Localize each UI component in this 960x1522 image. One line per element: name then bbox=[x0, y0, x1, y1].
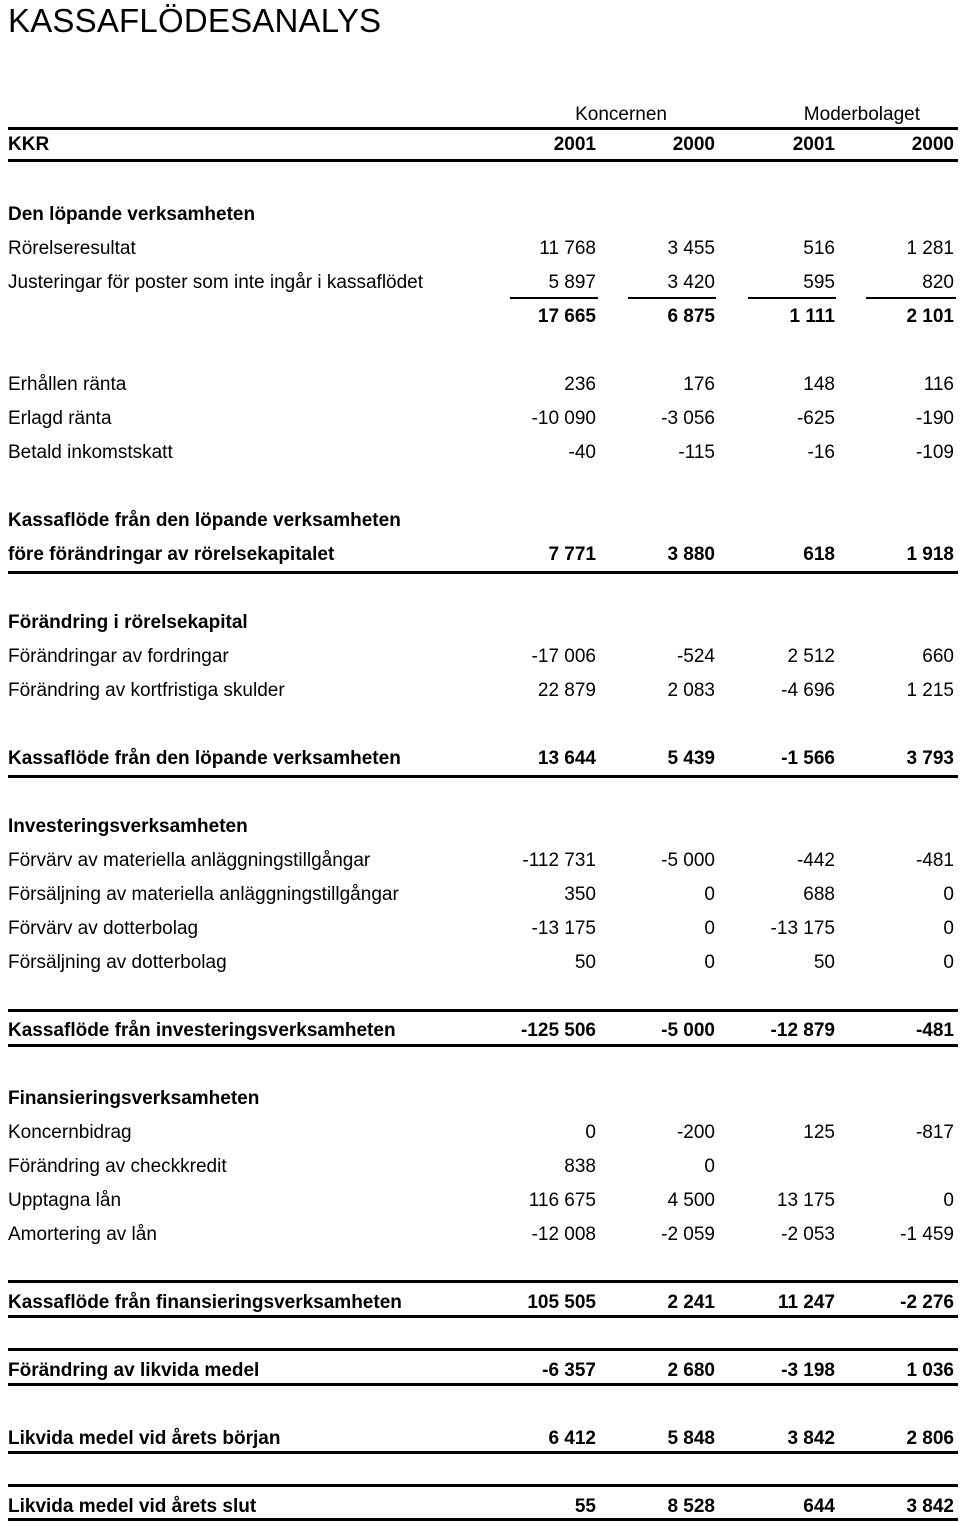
cell-value: 3 842 bbox=[787, 1428, 835, 1449]
cell-value: 1 918 bbox=[906, 544, 954, 565]
cell-value: -13 175 bbox=[770, 918, 835, 939]
cell-value: 1 111 bbox=[789, 306, 835, 327]
row-likvida-borjan bbox=[8, 1422, 954, 1452]
row-label: Rörelseresultat bbox=[8, 238, 136, 259]
row-forvarv-dotterbolag bbox=[8, 912, 954, 942]
year-header: 2001 bbox=[553, 134, 596, 155]
cell-value: 0 bbox=[704, 1156, 715, 1177]
cell-value: 55 bbox=[574, 1496, 596, 1517]
cell-value: 116 675 bbox=[528, 1190, 596, 1211]
subtotal-underline bbox=[628, 297, 716, 299]
cell-value: 516 bbox=[803, 238, 835, 259]
section-heading-investering bbox=[8, 810, 954, 840]
cell-value: 2 083 bbox=[667, 680, 715, 701]
horizontal-rule bbox=[8, 1348, 958, 1351]
row-kortfristiga-skulder bbox=[8, 674, 954, 704]
cell-value: -190 bbox=[915, 408, 954, 429]
row-label: Förändring av kortfristiga skulder bbox=[8, 680, 285, 701]
cell-value: 5 897 bbox=[548, 272, 596, 293]
horizontal-rule bbox=[8, 1484, 958, 1487]
cell-value: -1 459 bbox=[900, 1224, 954, 1245]
cell-value: -5 000 bbox=[661, 850, 715, 871]
row-forsaljning-materiella bbox=[8, 878, 954, 908]
row-kassaflode-finansiering bbox=[8, 1286, 954, 1316]
cell-value: 2 241 bbox=[667, 1292, 715, 1313]
cell-value: -4 696 bbox=[781, 680, 835, 701]
row-label: Kassaflöde från finansieringsverksamheten bbox=[8, 1292, 402, 1313]
cell-value: 11 768 bbox=[539, 238, 596, 259]
cell-value: 6 412 bbox=[548, 1428, 596, 1449]
row-label: Erhållen ränta bbox=[8, 374, 127, 395]
cell-value: 350 bbox=[564, 884, 596, 905]
cell-value: 2 680 bbox=[667, 1360, 715, 1381]
row-label: Förvärv av dotterbolag bbox=[8, 918, 199, 939]
cell-value: -12 879 bbox=[770, 1020, 835, 1041]
row-kassaflode-investering bbox=[8, 1014, 954, 1044]
row-kassaflode-fore-rorelsekapital bbox=[8, 538, 954, 568]
horizontal-rule bbox=[8, 775, 958, 778]
header-row bbox=[8, 128, 954, 158]
section-heading-finansiering bbox=[8, 1082, 954, 1112]
row-erlagd-ranta bbox=[8, 402, 954, 432]
row-forsaljning-dotterbolag bbox=[8, 946, 954, 976]
cell-value: 4 500 bbox=[667, 1190, 715, 1211]
cell-value: 1 215 bbox=[906, 680, 954, 701]
cell-value: 17 665 bbox=[537, 306, 596, 327]
row-label: Den löpande verksamheten bbox=[8, 204, 256, 225]
cell-value: -109 bbox=[915, 442, 954, 463]
cell-value: -2 053 bbox=[781, 1224, 835, 1245]
cell-value: 0 bbox=[704, 884, 715, 905]
cell-value: 660 bbox=[922, 646, 954, 667]
group-header-koncern: Koncernen bbox=[575, 104, 667, 125]
cell-value: 0 bbox=[704, 918, 715, 939]
horizontal-rule bbox=[8, 571, 958, 574]
cell-value: 0 bbox=[704, 952, 715, 973]
cell-value: 116 bbox=[923, 374, 954, 395]
row-inkomstskatt bbox=[8, 436, 954, 466]
horizontal-rule bbox=[8, 1451, 958, 1454]
row-label: Investeringsverksamheten bbox=[8, 816, 248, 837]
cell-value: -524 bbox=[676, 646, 715, 667]
row-label: Förändring av checkkredit bbox=[8, 1156, 227, 1177]
cell-value: -481 bbox=[915, 1020, 954, 1041]
cell-value: -125 506 bbox=[520, 1020, 596, 1041]
cell-value: -13 175 bbox=[531, 918, 596, 939]
cell-value: -40 bbox=[568, 442, 596, 463]
cell-value: -625 bbox=[796, 408, 835, 429]
horizontal-rule bbox=[8, 1044, 958, 1047]
horizontal-rule bbox=[8, 1518, 958, 1521]
row-erhallen-ranta bbox=[8, 368, 954, 398]
row-label: före förändringar av rörelsekapitalet bbox=[8, 544, 335, 565]
subtotal-underline bbox=[510, 297, 598, 299]
cell-value: 13 644 bbox=[537, 748, 596, 769]
cell-value: 644 bbox=[803, 1496, 835, 1517]
currency-label: KKR bbox=[8, 134, 50, 155]
cell-value: 820 bbox=[922, 272, 954, 293]
cell-value: -6 357 bbox=[542, 1360, 596, 1381]
row-label: Försäljning av materiella anläggningstillgångar bbox=[8, 884, 399, 905]
page-title: KASSAFLÖDESANALYS bbox=[8, 2, 382, 39]
cell-value: -17 006 bbox=[531, 646, 596, 667]
cell-value: 105 505 bbox=[527, 1292, 596, 1313]
row-label: Amortering av lån bbox=[8, 1224, 157, 1245]
section-heading-lopande bbox=[8, 198, 954, 228]
cell-value: 3 420 bbox=[667, 272, 715, 293]
cell-value: 13 175 bbox=[776, 1190, 835, 1211]
cell-value: 3 880 bbox=[667, 544, 715, 565]
cell-value: 838 bbox=[564, 1156, 596, 1177]
row-label: Kassaflöde från den löpande verksamheten bbox=[8, 748, 401, 769]
cell-value: -481 bbox=[915, 850, 954, 871]
cell-value: 50 bbox=[574, 952, 596, 973]
cell-value: 5 439 bbox=[667, 748, 715, 769]
row-amortering bbox=[8, 1218, 954, 1248]
row-label: Förändring av likvida medel bbox=[8, 1360, 260, 1381]
cell-value: -115 bbox=[678, 442, 715, 463]
row-label: Finansieringsverksamheten bbox=[8, 1088, 260, 1109]
cell-value: -2 276 bbox=[900, 1292, 954, 1313]
section-heading-rorelsekapital bbox=[8, 606, 954, 636]
horizontal-rule bbox=[8, 127, 958, 130]
cell-value: 11 247 bbox=[777, 1292, 835, 1313]
row-forvarv-materiella bbox=[8, 844, 954, 874]
row-label: Erlagd ränta bbox=[8, 408, 112, 429]
horizontal-rule bbox=[8, 1383, 958, 1386]
horizontal-rule bbox=[8, 159, 958, 162]
row-label: Kassaflöde från investeringsverksamheten bbox=[8, 1020, 396, 1041]
row-subtotal bbox=[8, 300, 954, 330]
row-kassaflode-lopande bbox=[8, 742, 954, 772]
row-label: Justeringar för poster som inte ingår i kassaflödet bbox=[8, 272, 424, 293]
row-checkkredit bbox=[8, 1150, 954, 1180]
cell-value: 595 bbox=[803, 272, 835, 293]
cell-value: 236 bbox=[564, 374, 596, 395]
year-header: 2000 bbox=[672, 134, 715, 155]
cell-value: 3 455 bbox=[667, 238, 715, 259]
cell-value: 8 528 bbox=[667, 1496, 715, 1517]
cell-value: 3 793 bbox=[906, 748, 954, 769]
cell-value: 22 879 bbox=[537, 680, 596, 701]
row-koncernbidrag bbox=[8, 1116, 954, 1146]
year-header: 2001 bbox=[792, 134, 835, 155]
subtotal-underline bbox=[748, 297, 836, 299]
horizontal-rule bbox=[8, 1009, 958, 1012]
cell-value: 50 bbox=[813, 952, 835, 973]
cell-value: 2 806 bbox=[906, 1428, 954, 1449]
cell-value: 688 bbox=[803, 884, 835, 905]
cell-value: 2 101 bbox=[906, 306, 954, 327]
row-upptagna-lan bbox=[8, 1184, 954, 1214]
row-label: Förändring i rörelsekapital bbox=[8, 612, 248, 633]
subtotal-underline bbox=[866, 297, 956, 299]
cell-value: -5 000 bbox=[661, 1020, 715, 1041]
row-rorelseresultat bbox=[8, 232, 954, 262]
cell-value: 7 771 bbox=[548, 544, 596, 565]
cell-value: 5 848 bbox=[667, 1428, 715, 1449]
row-label: Likvida medel vid årets början bbox=[8, 1428, 281, 1449]
cell-value: 0 bbox=[585, 1122, 596, 1143]
row-fordringar bbox=[8, 640, 954, 670]
row-label: Försäljning av dotterbolag bbox=[8, 952, 227, 973]
cell-value: 0 bbox=[943, 918, 954, 939]
row-justeringar bbox=[8, 266, 954, 296]
cell-value: 0 bbox=[943, 1190, 954, 1211]
row-label: Likvida medel vid årets slut bbox=[8, 1496, 257, 1517]
cell-value: -12 008 bbox=[531, 1224, 596, 1245]
row-label: Koncernbidrag bbox=[8, 1122, 132, 1143]
cell-value: -3 198 bbox=[781, 1360, 835, 1381]
cell-value: -442 bbox=[796, 850, 835, 871]
cell-value: 6 875 bbox=[667, 306, 715, 327]
cell-value: -2 059 bbox=[661, 1224, 715, 1245]
cell-value: -16 bbox=[807, 442, 835, 463]
row-kassaflode-heading bbox=[8, 504, 954, 534]
cell-value: 618 bbox=[803, 544, 835, 565]
row-label: Förändringar av fordringar bbox=[8, 646, 229, 667]
horizontal-rule bbox=[8, 1315, 958, 1318]
cell-value: 3 842 bbox=[906, 1496, 954, 1517]
cell-value: -200 bbox=[676, 1122, 715, 1143]
cell-value: 1 036 bbox=[906, 1360, 954, 1381]
cell-value: -112 731 bbox=[522, 850, 596, 871]
cell-value: -1 566 bbox=[781, 748, 835, 769]
cell-value: 0 bbox=[943, 884, 954, 905]
cell-value: 148 bbox=[803, 374, 835, 395]
cell-value: 1 281 bbox=[906, 238, 954, 259]
row-forandring-likvida bbox=[8, 1354, 954, 1384]
group-header-moderbolag: Moderbolaget bbox=[803, 104, 920, 125]
row-label: Betald inkomstskatt bbox=[8, 442, 173, 463]
cell-value: 125 bbox=[803, 1122, 835, 1143]
year-header: 2000 bbox=[911, 134, 954, 155]
row-label: Förvärv av materiella anläggningstillgångar bbox=[8, 850, 371, 871]
cell-value: 2 512 bbox=[787, 646, 835, 667]
row-likvida-slut bbox=[8, 1490, 954, 1520]
row-label: Kassaflöde från den löpande verksamheten bbox=[8, 510, 401, 531]
cell-value: 176 bbox=[683, 374, 715, 395]
cell-value: 0 bbox=[943, 952, 954, 973]
row-label: Upptagna lån bbox=[8, 1190, 122, 1211]
cell-value: -3 056 bbox=[661, 408, 715, 429]
cell-value: -817 bbox=[915, 1122, 954, 1143]
cell-value: -10 090 bbox=[531, 408, 596, 429]
horizontal-rule bbox=[8, 1280, 958, 1283]
